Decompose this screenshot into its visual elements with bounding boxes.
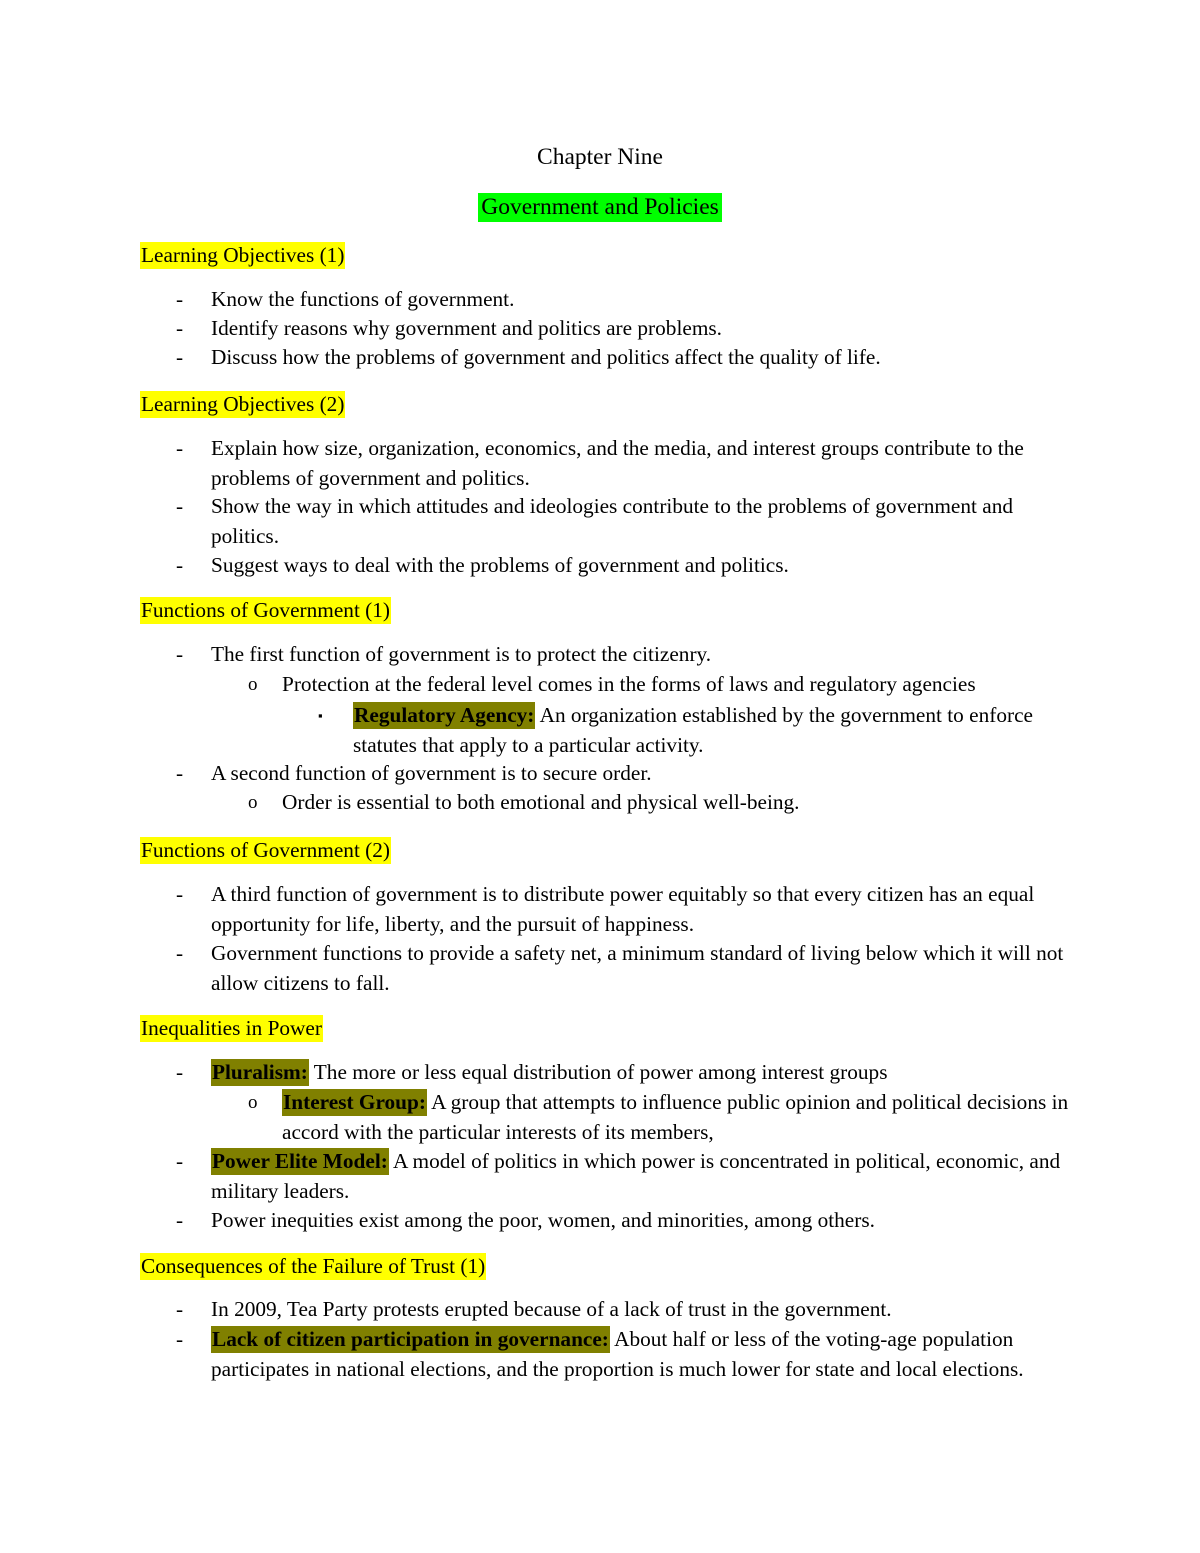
definition-text: An organization established by the government to enforce statutes that apply to a particular activity. (353, 703, 1033, 757)
dash-bullet: - (176, 494, 184, 518)
section-heading-text: Inequalities in Power (141, 1016, 322, 1040)
dash-bullet: - (176, 1060, 184, 1084)
definition-text: About half or less of the voting-age population participates in national elections, and the proportion is much lower for state and local elections. (211, 1327, 1024, 1381)
list-item: Know the functions of government. (211, 287, 515, 311)
definition-text: The more or less equal distribution of power among interest groups (313, 1060, 888, 1084)
section-heading-text: Consequences of the Failure of Trust (1) (141, 1254, 486, 1278)
document-title (0, 192, 1200, 222)
list-item: In 2009, Tea Party protests erupted because of a lack of trust in the government. (211, 1297, 892, 1321)
section-heading-text: Functions of Government (1) (141, 598, 391, 622)
dash-bullet: - (176, 642, 184, 666)
sub-list-item: Order is essential to both emotional and physical well-being. (282, 790, 800, 814)
term-pluralism: Pluralism: (212, 1060, 308, 1084)
dash-bullet: - (176, 882, 184, 906)
document-title-text: Government and Policies (478, 193, 722, 222)
dash-bullet: - (176, 1327, 184, 1351)
list-item: Identify reasons why government and politics are problems. (211, 316, 722, 340)
list-item (211, 1058, 1071, 1088)
definition-text: A model of politics in which power is concentrated in political, economic, and military leaders. (211, 1149, 1061, 1203)
square-bullet: ▪ (318, 708, 323, 723)
dash-bullet: - (176, 1297, 184, 1321)
term-lack-of-citizen-participation: Lack of citizen participation in governance: (212, 1327, 609, 1351)
list-item: The first function of government is to protect the citizenry. (211, 642, 712, 666)
term-interest-group: Interest Group: (283, 1090, 426, 1114)
section-heading-text: Learning Objectives (2) (141, 392, 345, 416)
list-item (211, 1147, 1071, 1206)
circle-bullet: o (248, 792, 258, 813)
circle-bullet: o (248, 1092, 258, 1113)
term-power-elite-model: Power Elite Model: (212, 1149, 388, 1173)
circle-bullet: o (248, 674, 258, 695)
section-heading-functions-of-government-1 (140, 595, 391, 625)
list-item: Discuss how the problems of government and politics affect the quality of life. (211, 345, 881, 369)
dash-bullet: - (176, 436, 184, 460)
dash-bullet: - (176, 553, 184, 577)
sub-list-item: Protection at the federal level comes in the forms of laws and regulatory agencies (282, 672, 976, 696)
sub-sub-list-item (353, 701, 1073, 760)
section-heading-functions-of-government-2 (140, 835, 391, 865)
list-item: Government functions to provide a safety net, a minimum standard of living below which it will not allow citizens to fall. (211, 941, 1064, 995)
chapter-title (0, 142, 1200, 172)
sub-list-item (282, 1088, 1072, 1147)
section-heading-inequalities-in-power (140, 1013, 323, 1043)
list-item: Power inequities exist among the poor, women, and minorities, among others. (211, 1208, 875, 1232)
list-item: A second function of government is to secure order. (211, 761, 652, 785)
list-item (211, 1325, 1071, 1384)
section-heading-consequences-of-failure-of-trust-1 (140, 1251, 486, 1281)
dash-bullet: - (176, 287, 184, 311)
section-heading-learning-objectives-1 (140, 240, 345, 270)
chapter-title-text: Chapter Nine (537, 144, 663, 170)
dash-bullet: - (176, 761, 184, 785)
list-item: A third function of government is to distribute power equitably so that every citizen has an equal opportunity for life, liberty, and the pursuit of happiness. (211, 882, 1035, 936)
dash-bullet: - (176, 1208, 184, 1232)
dash-bullet: - (176, 316, 184, 340)
dash-bullet: - (176, 941, 184, 965)
dash-bullet: - (176, 1149, 184, 1173)
dash-bullet: - (176, 345, 184, 369)
list-item: Suggest ways to deal with the problems of government and politics. (211, 553, 789, 577)
section-heading-text: Functions of Government (2) (141, 838, 391, 862)
list-item: Show the way in which attitudes and ideologies contribute to the problems of government and politics. (211, 494, 1014, 548)
section-heading-learning-objectives-2 (140, 389, 345, 419)
term-regulatory-agency: Regulatory Agency: (354, 703, 535, 727)
list-item: Explain how size, organization, economics, and the media, and interest groups contribute to the problems of government and politics. (211, 436, 1024, 490)
definition-text: A group that attempts to influence public opinion and political decisions in accord with the particular interests of its members, (282, 1090, 1069, 1144)
section-heading-text: Learning Objectives (1) (141, 243, 345, 267)
